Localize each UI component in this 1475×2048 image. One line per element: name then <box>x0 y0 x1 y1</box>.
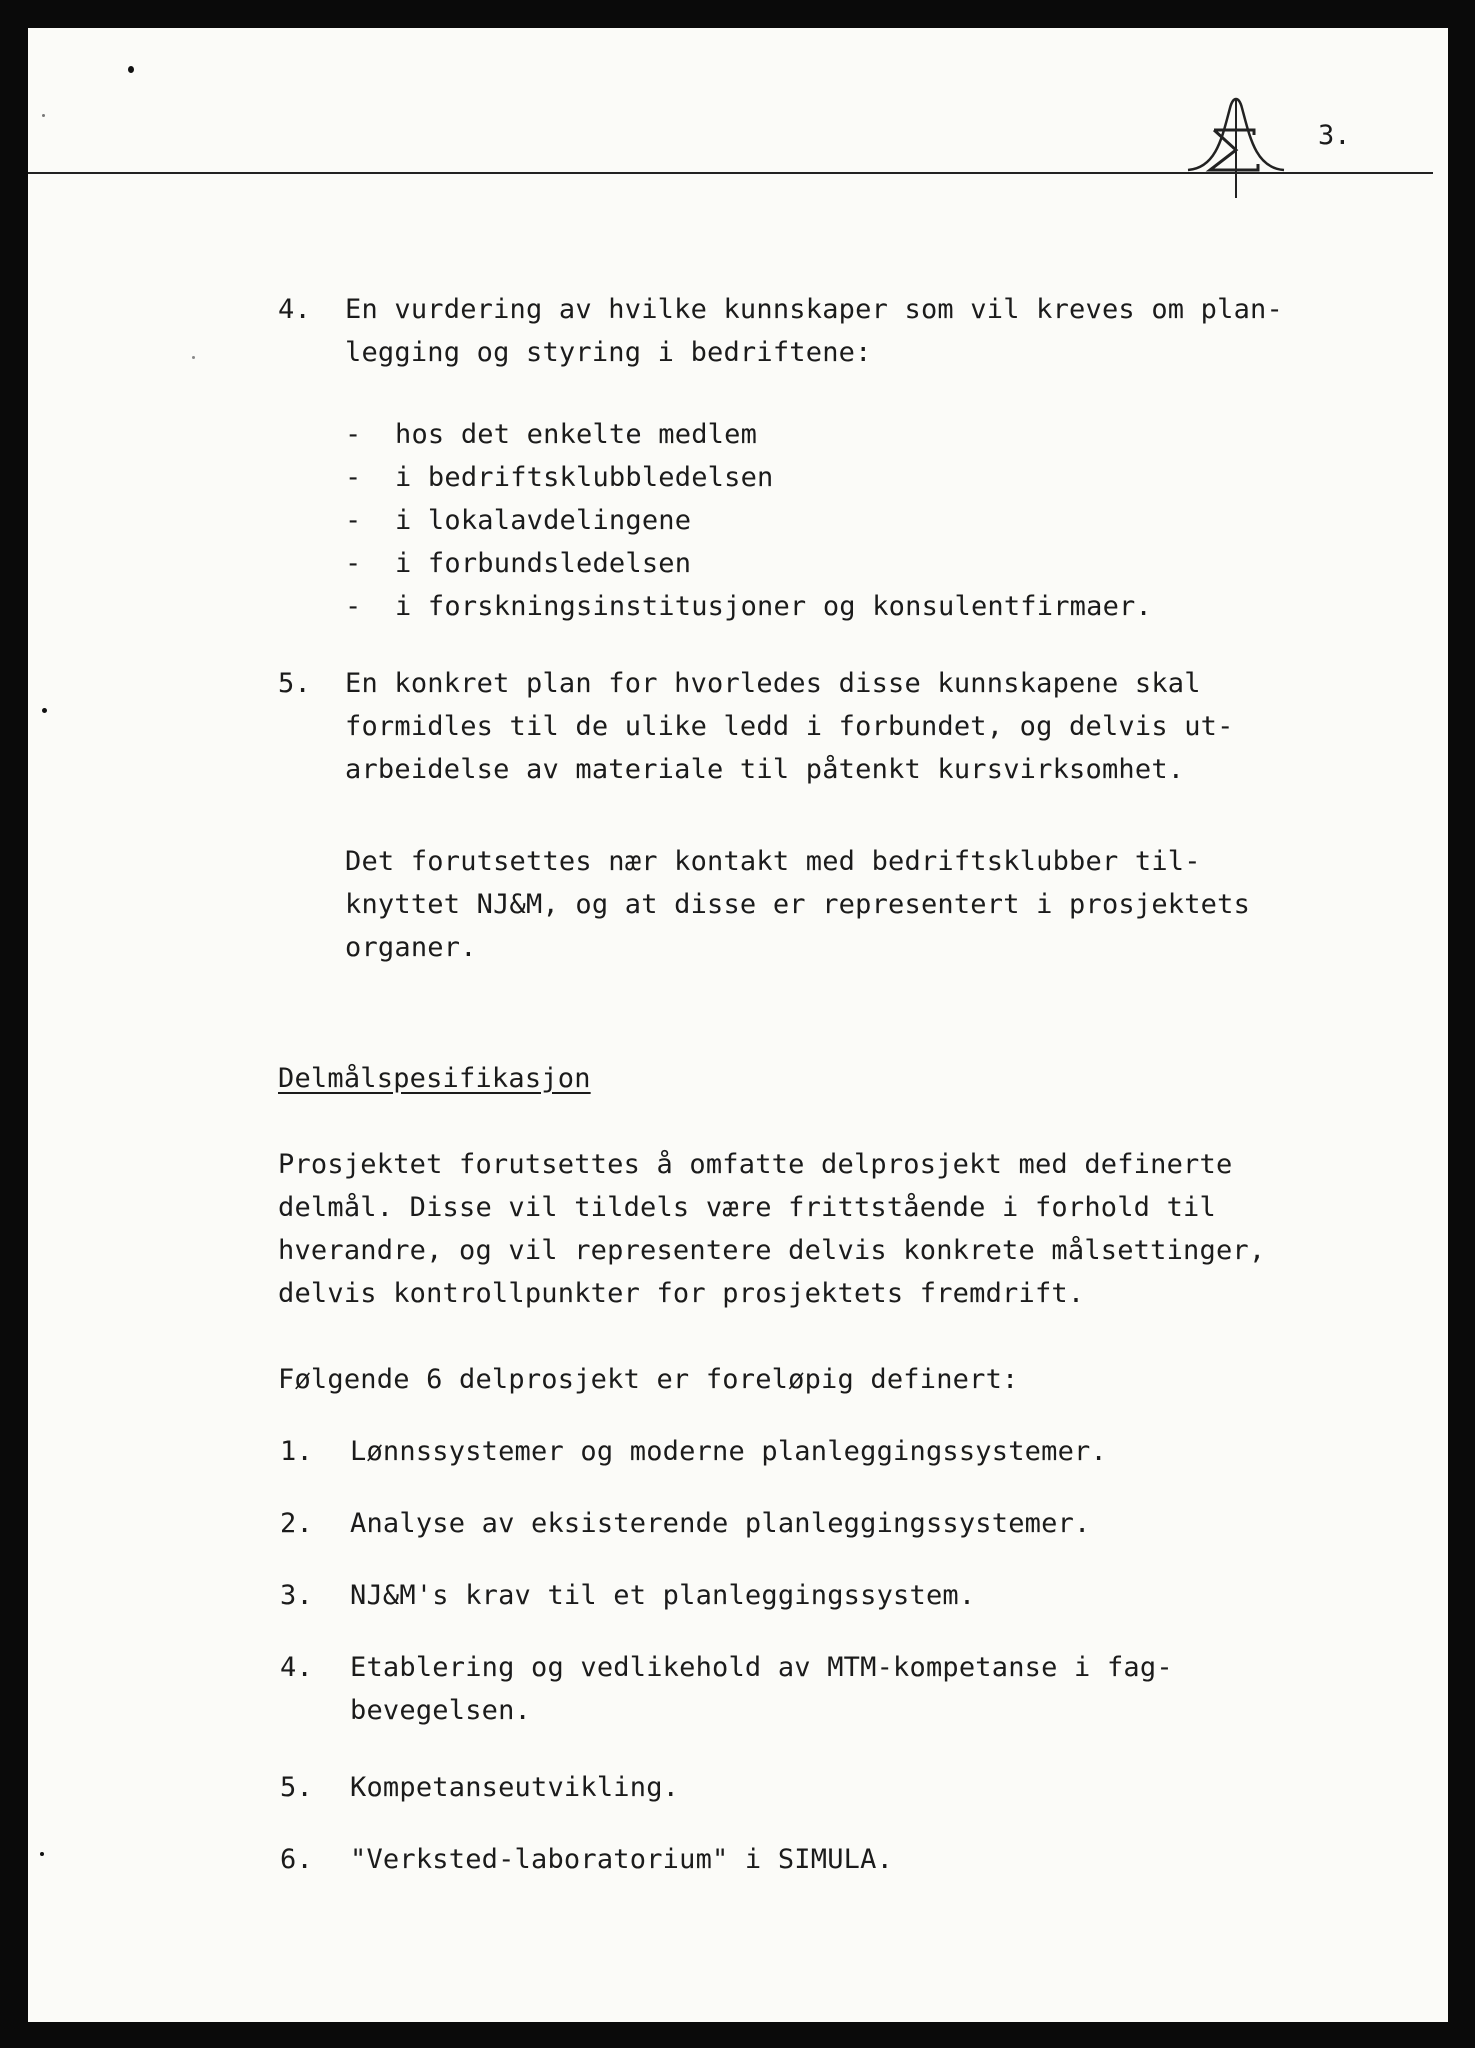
scan-speck <box>40 1852 44 1856</box>
item-5-line: En konkret plan for hvorledes disse kunnskapene skal <box>345 668 1201 699</box>
list-intro: Følgende 6 delprosjekt er foreløpig definert: <box>278 1364 1019 1395</box>
scan-speck <box>192 356 195 359</box>
item-5-number: 5. <box>278 668 311 699</box>
list-number: 2. <box>280 1508 313 1539</box>
item-5-line: arbeidelse av materiale til påtenkt kursvirksomhet. <box>345 754 1185 785</box>
page-number: 3. <box>1318 120 1351 151</box>
paragraph-line: delmål. Disse vil tildels være frittstående i forhold til <box>278 1192 1216 1223</box>
bullet-dash: - <box>345 462 362 493</box>
document-page <box>28 28 1448 2022</box>
list-item: "Verksted-laboratorium" i SIMULA. <box>350 1844 894 1875</box>
list-number: 4. <box>280 1652 313 1683</box>
list-item: NJ&M's krav til et planleggingssystem. <box>350 1580 976 1611</box>
paragraph-line: delvis kontrollpunkter for prosjektets fremdrift. <box>278 1278 1085 1309</box>
paragraph-line: Prosjektet forutsettes å omfatte delprosjekt med definerte <box>278 1149 1233 1180</box>
item-4-line: En vurdering av hvilke kunnskaper som vil kreves om plan- <box>345 294 1283 325</box>
list-number: 5. <box>280 1772 313 1803</box>
bullet-item: hos det enkelte medlem <box>395 419 758 450</box>
list-item: Lønnssystemer og moderne planleggingssystemer. <box>350 1436 1107 1467</box>
sigma-bell-logo <box>1186 78 1286 198</box>
item-5-line: formidles til de ulike ledd i forbundet, og delvis ut- <box>345 711 1234 742</box>
bullet-dash: - <box>345 419 362 450</box>
list-item-continuation: bevegelsen. <box>350 1695 532 1726</box>
bullet-dash: - <box>345 591 362 622</box>
bullet-item: i bedriftsklubbledelsen <box>395 462 774 493</box>
bullet-dash: - <box>345 548 362 579</box>
item-5-note-line: knyttet NJ&M, og at disse er representert i prosjektets <box>345 889 1251 920</box>
list-item: Kompetanseutvikling. <box>350 1772 680 1803</box>
list-number: 1. <box>280 1436 313 1467</box>
item-4-number: 4. <box>278 294 311 325</box>
bullet-item: i lokalavdelingene <box>395 505 692 536</box>
list-number: 3. <box>280 1580 313 1611</box>
scan-speck <box>42 708 47 713</box>
item-5-note-line: organer. <box>345 932 477 963</box>
list-item: Analyse av eksisterende planleggingssystemer. <box>350 1508 1091 1539</box>
scan-speck <box>42 114 45 117</box>
paragraph-line: hverandre, og vil representere delvis konkrete målsettinger, <box>278 1235 1266 1266</box>
item-5-note-line: Det forutsettes nær kontakt med bedriftsklubber til- <box>345 846 1201 877</box>
list-number: 6. <box>280 1844 313 1875</box>
bullet-item: i forbundsledelsen <box>395 548 692 579</box>
section-heading: Delmålspesifikasjon <box>278 1063 591 1094</box>
bullet-item: i forskningsinstitusjoner og konsulentfirmaer. <box>395 591 1152 622</box>
item-4-line: legging og styring i bedriftene: <box>345 337 872 368</box>
scan-speck <box>128 66 134 73</box>
list-item: Etablering og vedlikehold av MTM-kompetanse i fag- <box>350 1652 1173 1683</box>
bullet-dash: - <box>345 505 362 536</box>
